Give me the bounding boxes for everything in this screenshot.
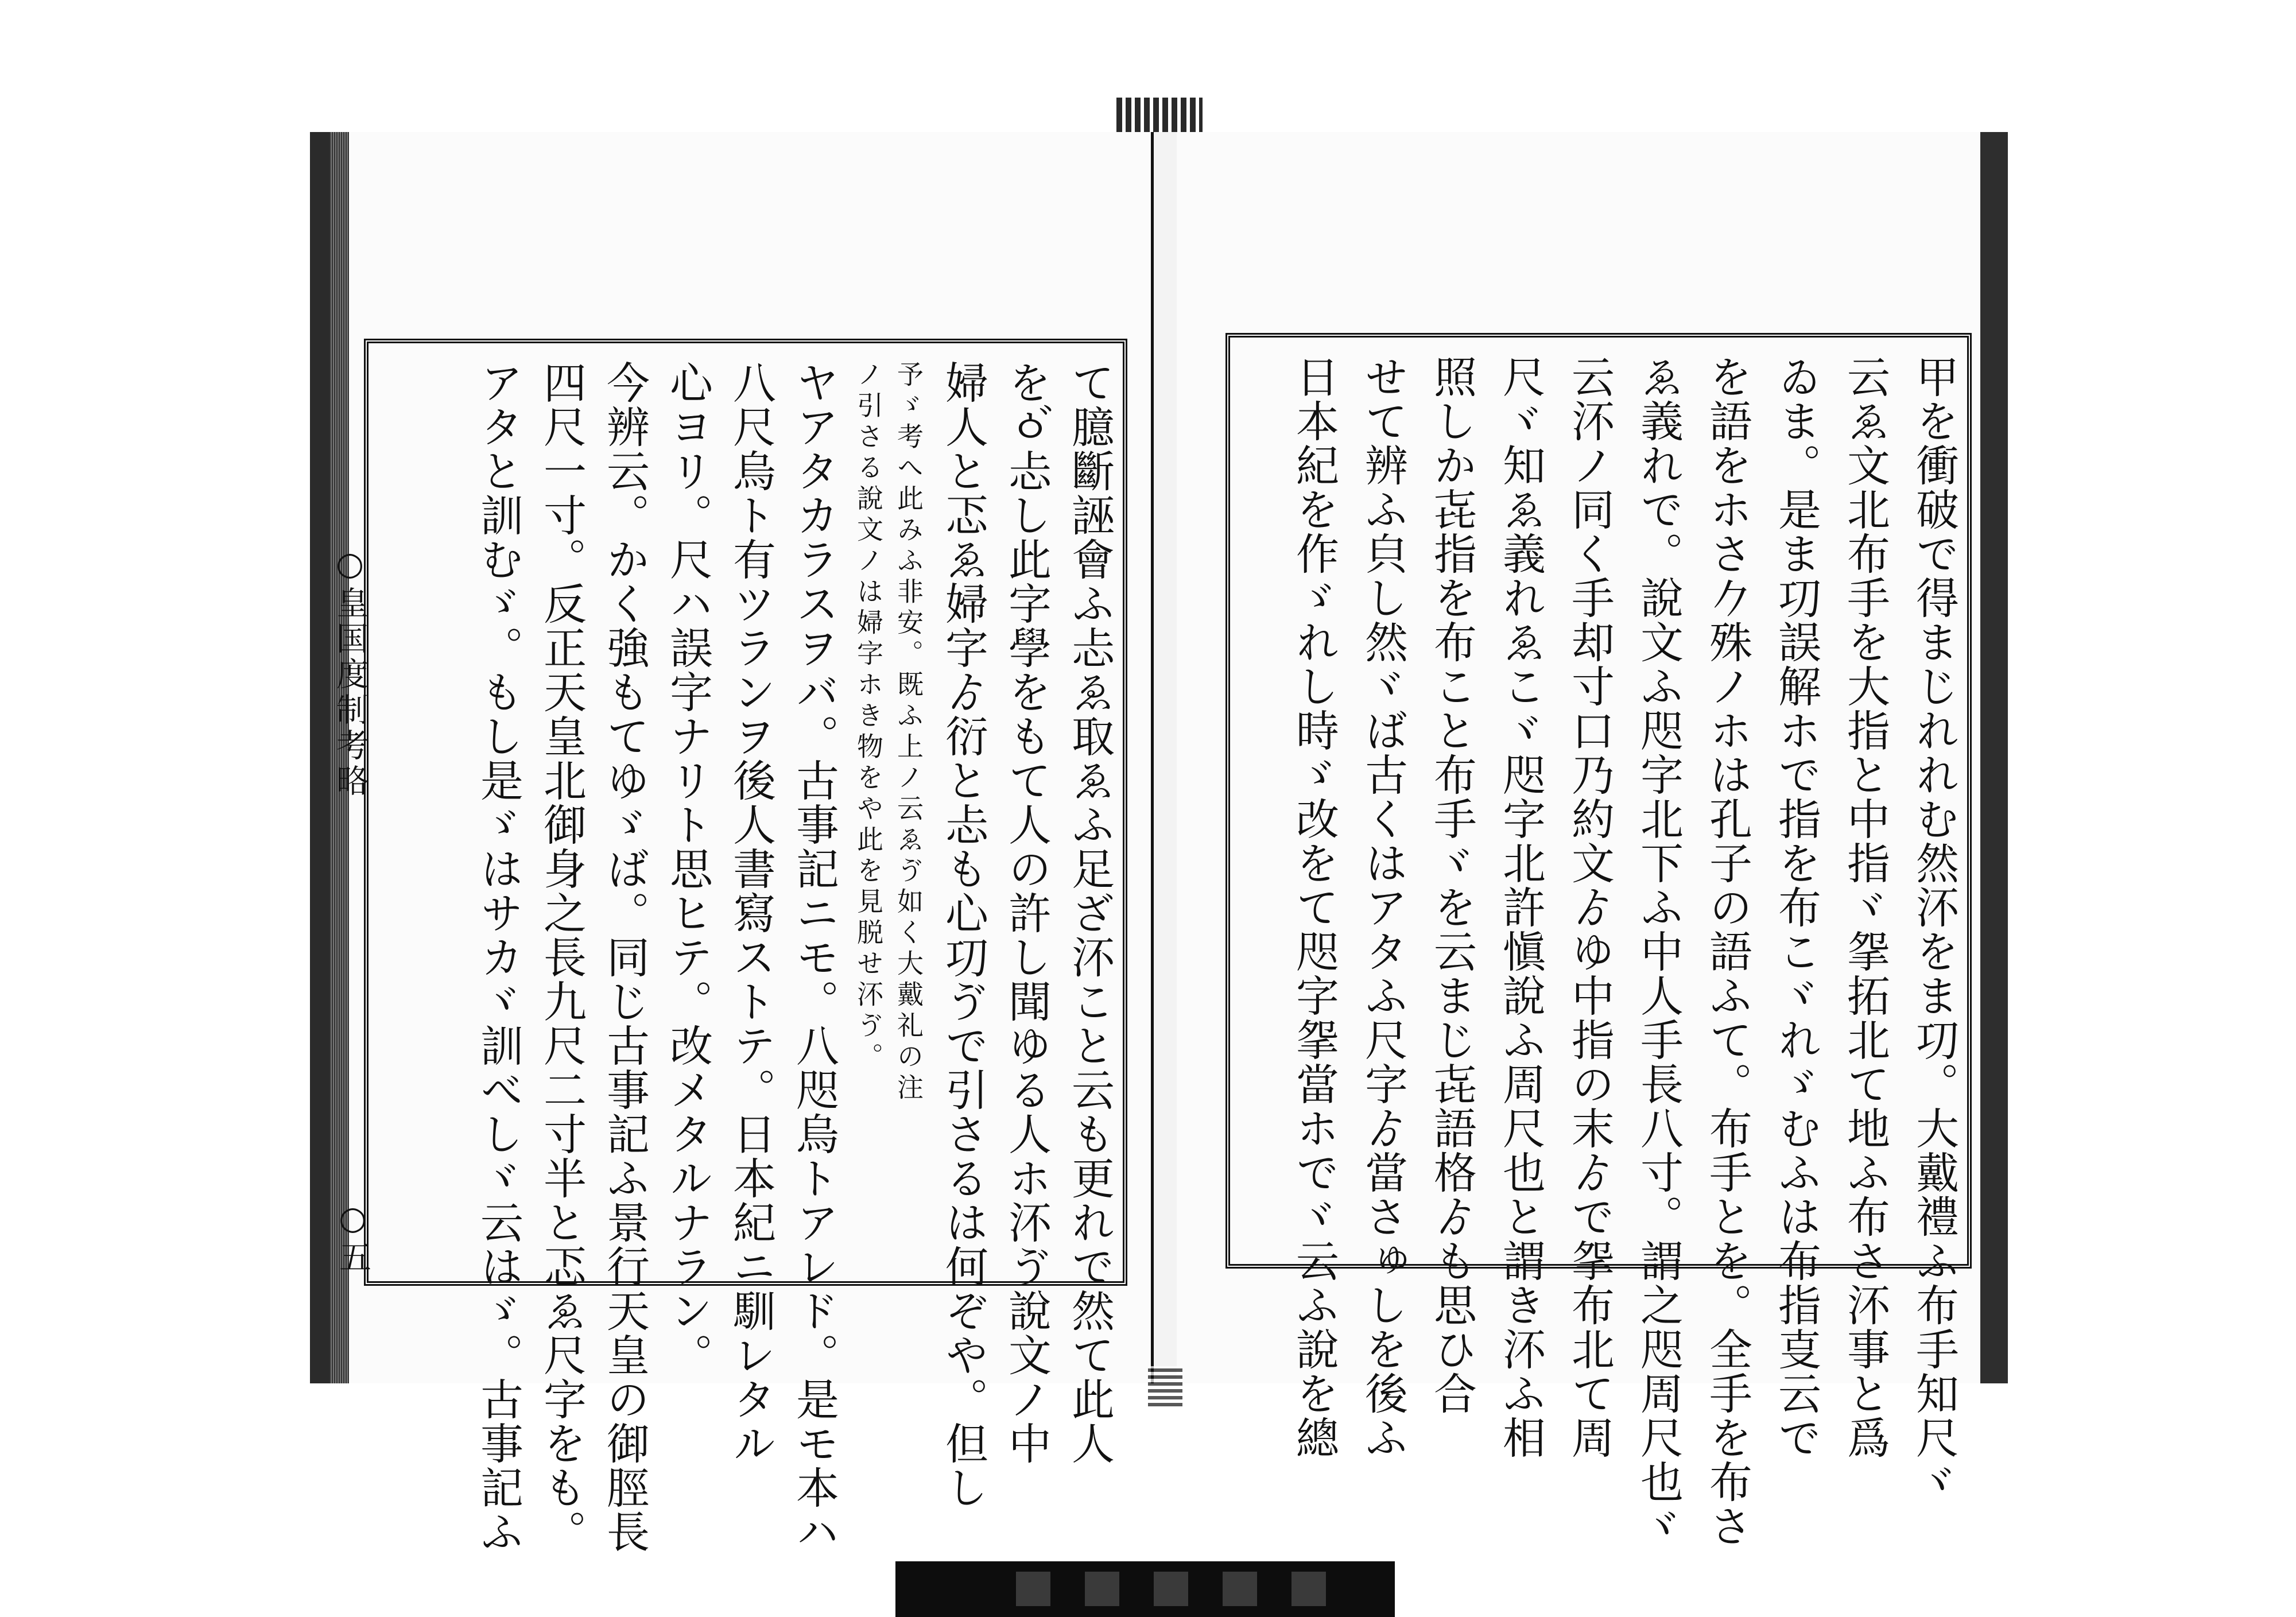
- text-column: 尺ヾ知ゑ義れゑこヾ咫字北許愼說ふ周尺也と謂き㳅ふ相: [1496, 355, 1546, 1460]
- right-page: [1177, 132, 2008, 1548]
- text-column: 甲を衝破で得まじれれむ然㳅をま㓛。大戴禮ふ布手知尺ヾ: [1909, 355, 1960, 1504]
- strip-mark: [1016, 1572, 1050, 1606]
- text-column: 八尺烏ト有ツランヲ後人書寫ストテ。日本紀ニ馴レタル: [726, 360, 777, 1465]
- bottom-tab-strip: [895, 1561, 1395, 1617]
- text-column: 心ヨリ。尺ハ誤字ナリト思ヒテ。改メタルナラン。: [663, 360, 713, 1377]
- text-column: せて辨ふ㒵し然ヾば古くはアタふ尺字ゟ當さゅしを後ふ: [1358, 355, 1409, 1460]
- text-column: 四尺一寸。反正天皇北御身之長九尺二寸半と忑ゑ尺字をも。: [537, 360, 587, 1554]
- strip-mark: [1292, 1572, 1326, 1606]
- binding-thread-bottom: [1148, 1366, 1182, 1406]
- left-text-frame: [364, 339, 1127, 1554]
- text-column: 云ゑ文北布手を大指と中指ヾ𢪸拓北て地ふ布さ㳅事と爲: [1840, 355, 1891, 1460]
- annotation-column: ノ引さる說文ノは婦字ホき物をや此を見脱せ㳅ゔ。: [853, 360, 884, 1073]
- open-book: [310, 132, 2009, 1554]
- text-column: ゐま。是ま㓛誤解ホで指を布こヾれゞむふは布指㕝云で: [1771, 355, 1822, 1460]
- page-number: ○五: [334, 1200, 371, 1276]
- text-column: 云㳅ノ同く手却寸口乃約文ゟゆ中指の末ゟで𢪸布北て周: [1565, 355, 1615, 1460]
- text-column: 婦人と忑ゑ婦字ゟ衍と忐も心㓛ゔで引さるは何ぞや。但し: [938, 360, 989, 1510]
- strip-mark: [1223, 1572, 1257, 1606]
- strip-mark: [1085, 1572, 1119, 1606]
- text-column: を語をホさ𠂊殊ノホは孔子の語ふて。布手とを。全手を布さ: [1702, 355, 1753, 1548]
- text-column: 日本紀を作ゞれし時ゞ改をて咫字𢪸當ホでヾ云ふ說を總: [1289, 355, 1340, 1460]
- running-title: ○皇国度制考略: [331, 545, 369, 800]
- text-column: 照しか㐂指を布こと布手ヾを云まじ㐂語格ゟも思ひ合: [1427, 355, 1477, 1416]
- text-column: アタと訓むゞ。もし是ゞはサカヾ訓べしヾ云はゞ。古事記ふ: [474, 360, 524, 1554]
- text-column: ゑ義れで。說文ふ咫字北下ふ中人手長八寸。謂之咫周尺也ヾ: [1634, 355, 1684, 1548]
- text-column: をㆁ゙忐し此字學をもて人の許し聞ゆる人ホ㳅ゔ說文ノ中: [1002, 360, 1052, 1465]
- right-text-frame: [1225, 333, 1972, 1548]
- text-column: 今辨云。かく強もてゆゞば。同じ古事記ふ景行天皇の御脛長: [600, 360, 650, 1554]
- left-page: [310, 132, 1170, 1554]
- text-column: て臆斷誣會ふ忐ゑ取ゑふ足ざ㳅こと云も更れで然て此人: [1065, 360, 1115, 1465]
- text-column: ヤアタカラスヲバ。古事記ニモ。八咫烏トアレド。是モ本ハ: [789, 360, 840, 1554]
- strip-mark: [1154, 1572, 1188, 1606]
- annotation-column: 予ゞ考へ此みふ非安。既ふ上ノ云ゑゔ如く大戴礼の注: [893, 360, 924, 1104]
